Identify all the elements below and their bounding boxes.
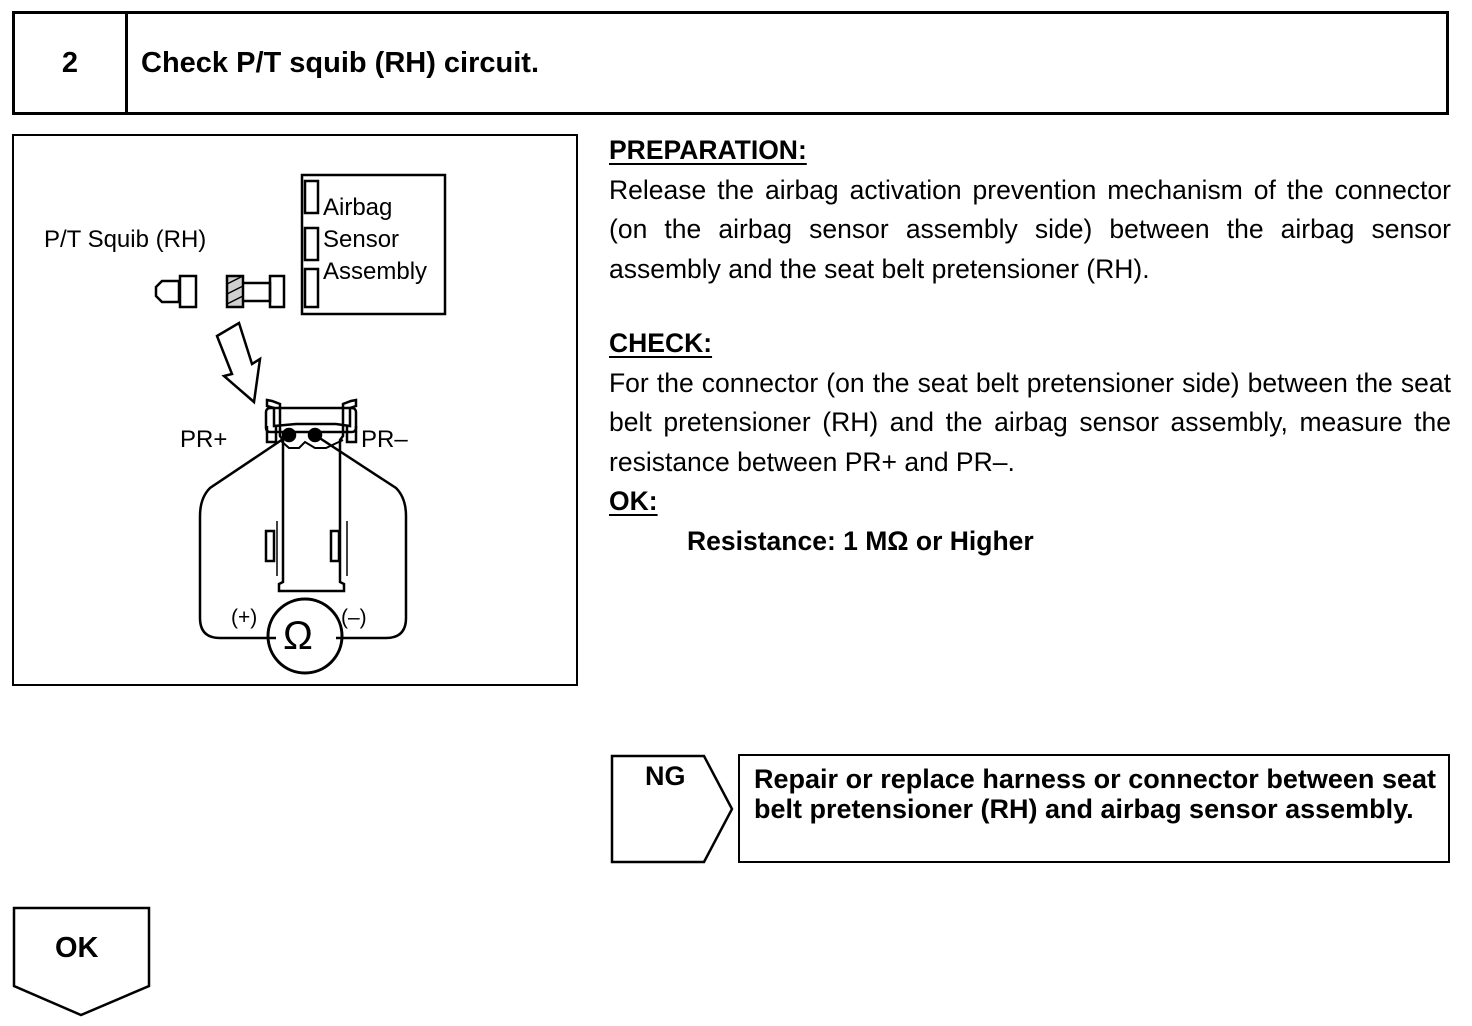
ng-action-box: Repair or replace harness or connector between seat belt pretensioner (RH) and airbag sensor assembly. <box>738 754 1450 863</box>
ok-criterion: Resistance: 1 MΩ or Higher <box>687 525 1034 556</box>
terminal-label-pr-plus: PR+ <box>180 426 228 453</box>
instructions <box>609 131 1451 561</box>
meter-minus-label: (–) <box>341 606 367 629</box>
sensor-label-line-1: Airbag <box>323 194 393 221</box>
terminal-label-pr-minus: PR– <box>361 426 408 453</box>
step-header <box>12 11 1449 115</box>
harness-connector <box>243 283 270 301</box>
ohm-symbol: Ω <box>283 614 313 658</box>
step-title: Check P/T squib (RH) circuit. <box>141 46 539 79</box>
sensor-pin <box>305 269 318 307</box>
preparation-text: Release the airbag activation prevention mechanism of the connector (on the airbag sensor assembly side) between the airbag sensor assembly and the seat belt pretensioner (RH). <box>609 174 1451 284</box>
step-number: 2 <box>15 14 128 112</box>
check-text: For the connector (on the seat belt pretensioner side) between the seat belt pretensioner (RH) and the airbag sensor assembly, measure the resistance between PR+ and PR–. <box>609 367 1451 477</box>
ok-heading: OK: <box>609 486 658 516</box>
meter-plus-label: (+) <box>231 606 258 629</box>
connector-drawing <box>14 136 576 684</box>
pointing-arrow <box>217 323 260 402</box>
sensor-pin <box>305 228 318 260</box>
preparation-heading: PREPARATION: <box>609 135 807 165</box>
check-heading: CHECK: <box>609 328 713 358</box>
harness-connector-end <box>270 276 284 307</box>
connector-outline <box>267 400 356 591</box>
ng-label: NG <box>645 761 686 791</box>
sensor-label-line-2: Sensor <box>323 226 400 253</box>
sensor-label-line-3: Assembly <box>323 258 428 285</box>
squib-plug-body <box>180 276 196 307</box>
ok-branch-label: OK <box>55 932 99 964</box>
sensor-pin <box>305 181 318 213</box>
connector-diagram <box>12 134 578 686</box>
squib-label: P/T Squib (RH) <box>44 226 207 253</box>
squib-plug <box>156 281 179 302</box>
